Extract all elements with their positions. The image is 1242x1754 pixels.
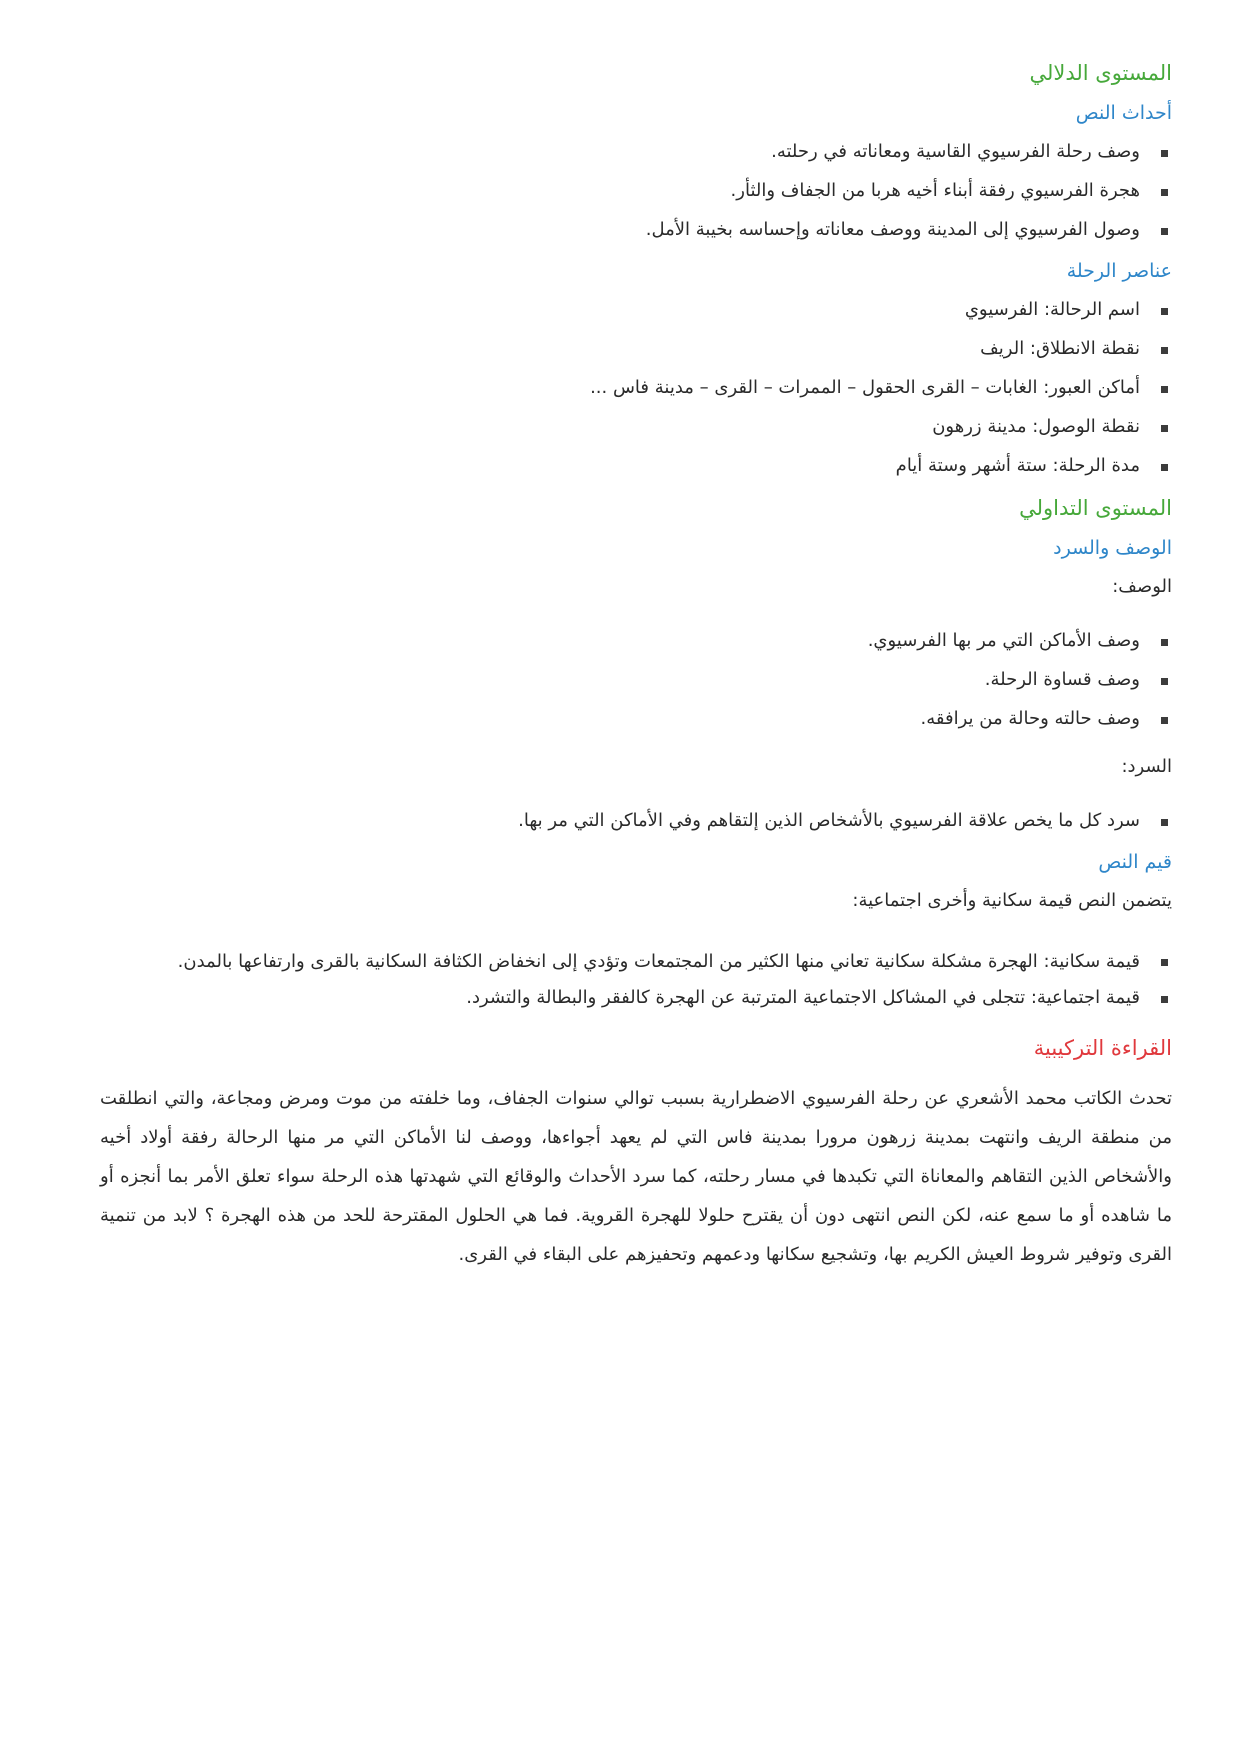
list-item: نقطة الوصول: مدينة زرهون bbox=[100, 414, 1140, 440]
list-item: وصف قساوة الرحلة. bbox=[100, 667, 1140, 693]
description-label: الوصف: bbox=[1112, 576, 1172, 597]
list-item: وصف حالته وحالة من يرافقه. bbox=[100, 706, 1140, 732]
list-item: وصف الأماكن التي مر بها الفرسيوي. bbox=[100, 628, 1140, 654]
narration-label: السرد: bbox=[1121, 756, 1172, 777]
description-narration-heading: الوصف والسرد bbox=[1053, 537, 1172, 559]
synthesis-paragraph: تحدث الكاتب محمد الأشعري عن رحلة الفرسيوي الاضطرارية بسبب توالي سنوات الجفاف، وما خلفته من موت ومرض ومجاعة، والتي انطلقت من منطقة الريف وانتهت بمدينة زرهون مرورا بمدينة فاس التي لم يعهد أجواءها، ووصف لنا الأماكن التي مر منها الرحالة رفقة أولاد أخيه والأشخاص الذين التقاهم والمعاناة التي تكبدها في مسار رحلته، كما سرد الأحداث والوقائع التي شهدتها هذه الرحلة سواء تعلق الأمر بما أنجزه أو ما شاهده أو ما سمع عنه، لكن النص انتهى دون أن يقترح حلولا للهجرة القروية. فما هي الحلول المقترحة للحد من هذه الهجرة ؟ لابد من تنمية القرى وتوفير شروط العيش الكريم بها، وتشجيع سكانها ودعمهم وتحفيزهم على البقاء في القرى. bbox=[100, 1088, 1172, 1265]
list-item: قيمة اجتماعية: تتجلى في المشاكل الاجتماعية المترتبة عن الهجرة كالفقر والبطالة والتشرد. bbox=[100, 985, 1140, 1011]
narration-list bbox=[100, 808, 1172, 834]
synthesis-reading-heading: القراءة التركيبية bbox=[1033, 1036, 1172, 1060]
list-item: هجرة الفرسيوي رفقة أبناء أخيه هربا من الجفاف والثأر. bbox=[100, 178, 1140, 204]
list-item: وصف رحلة الفرسيوي القاسية ومعاناته في رحلته. bbox=[100, 139, 1140, 165]
list-item: قيمة سكانية: الهجرة مشكلة سكانية تعاني منها الكثير من المجتمعات وتؤدي إلى انخفاض الكثافة السكانية بالقرى وارتفاعها بالمدن. bbox=[100, 942, 1140, 981]
text-values-heading: قيم النص bbox=[1098, 851, 1172, 873]
trip-elements-list bbox=[100, 297, 1172, 479]
text-values-intro: يتضمن النص قيمة سكانية وأخرى اجتماعية: bbox=[852, 890, 1172, 911]
list-item: اسم الرحالة: الفرسيوي bbox=[100, 297, 1140, 323]
text-events-list bbox=[100, 139, 1172, 243]
list-item: مدة الرحلة: ستة أشهر وستة أيام bbox=[100, 453, 1140, 479]
trip-elements-heading: عناصر الرحلة bbox=[1066, 260, 1172, 282]
list-item: سرد كل ما يخص علاقة الفرسيوي بالأشخاص الذين إلتقاهم وفي الأماكن التي مر بها. bbox=[100, 808, 1140, 834]
text-events-heading: أحداث النص bbox=[1075, 102, 1172, 124]
list-item: وصول الفرسيوي إلى المدينة ووصف معاناته وإحساسه بخيبة الأمل. bbox=[100, 217, 1140, 243]
list-item: أماكن العبور: الغابات – القرى الحقول – الممرات – القرى – مدينة فاس ... bbox=[100, 375, 1140, 401]
semantic-level-heading: المستوى الدلالي bbox=[1029, 61, 1172, 85]
description-list bbox=[100, 628, 1172, 732]
text-values-list bbox=[100, 942, 1172, 1011]
pragmatic-level-heading: المستوى التداولي bbox=[1019, 496, 1172, 520]
list-item: نقطة الانطلاق: الريف bbox=[100, 336, 1140, 362]
